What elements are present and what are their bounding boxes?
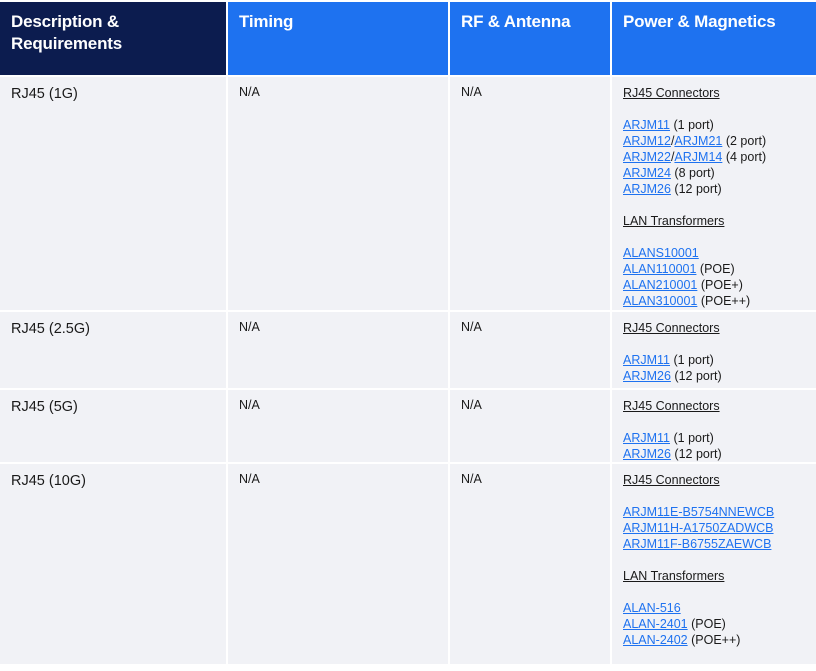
timing-cell: N/A (228, 77, 448, 310)
part-note: (1 port) (673, 431, 714, 445)
part-note: (POE+) (700, 278, 743, 292)
part-link[interactable]: ARJM11F-B6755ZAEWCB (623, 537, 772, 551)
part-list-item (623, 165, 805, 181)
part-link[interactable]: ARJM21 (674, 134, 723, 148)
power-magnetics-cell (612, 464, 816, 664)
part-list-item (623, 117, 805, 133)
part-note: (POE++) (700, 294, 751, 308)
part-note: (4 port) (725, 150, 767, 164)
part-list-item (623, 520, 805, 536)
part-list-item (623, 245, 805, 261)
part-link[interactable]: ARJM26 (623, 182, 671, 196)
part-link[interactable]: ARJM11 (623, 118, 671, 132)
description-cell: RJ45 (2.5G) (0, 312, 226, 388)
part-list-item (623, 504, 805, 520)
header-description: Description & Requirements (0, 2, 226, 75)
part-note: (1 port) (673, 353, 714, 367)
spacer (623, 414, 805, 430)
part-link[interactable]: ALAN310001 (623, 294, 698, 308)
group-title: LAN Transformers (623, 569, 725, 583)
header-rf-antenna: RF & Antenna (450, 2, 610, 75)
spacer (623, 488, 805, 504)
rf-antenna-cell: N/A (450, 312, 610, 388)
part-list-item (623, 616, 805, 632)
part-list-item (623, 261, 805, 277)
part-list-item (623, 600, 805, 616)
rf-antenna-cell: N/A (450, 77, 610, 310)
table-row (0, 312, 816, 388)
timing-cell: N/A (228, 312, 448, 388)
part-link[interactable]: ARJM14 (674, 150, 723, 164)
part-note: (12 port) (674, 369, 722, 383)
part-link[interactable]: ALANS10001 (623, 246, 699, 260)
part-list-item (623, 368, 805, 384)
part-link[interactable]: ARJM12 (623, 134, 671, 148)
part-list-item (623, 536, 805, 552)
power-magnetics-cell (612, 77, 816, 310)
spacer (623, 584, 805, 600)
separator: / (670, 134, 675, 148)
description-cell: RJ45 (10G) (0, 464, 226, 664)
separator: / (670, 150, 675, 164)
spacer (623, 552, 805, 568)
part-list-item (623, 430, 805, 446)
part-note: (POE++) (691, 633, 741, 647)
part-link[interactable]: ARJM22 (623, 150, 671, 164)
part-list-item (623, 149, 805, 165)
part-link[interactable]: ARJM11E-B5754NNEWCB (623, 505, 775, 519)
description-cell: RJ45 (5G) (0, 390, 226, 462)
part-list-item (623, 133, 805, 149)
rf-antenna-cell: N/A (450, 390, 610, 462)
description-cell: RJ45 (1G) (0, 77, 226, 310)
group-title: RJ45 Connectors (623, 473, 720, 487)
part-list-item (623, 352, 805, 368)
part-link[interactable]: ARJM24 (623, 166, 671, 180)
part-note: (2 port) (725, 134, 767, 148)
part-note: (8 port) (674, 166, 715, 180)
part-link[interactable]: ALAN-2401 (623, 617, 688, 631)
part-link[interactable]: ALAN-2402 (623, 633, 688, 647)
part-note: (12 port) (674, 447, 722, 461)
part-note: (POE) (691, 617, 726, 631)
spacer (623, 197, 805, 213)
table-row (0, 464, 816, 664)
timing-cell: N/A (228, 390, 448, 462)
part-link[interactable]: ALAN-516 (623, 601, 681, 615)
part-note: (12 port) (674, 182, 722, 196)
part-link[interactable]: ARJM11H-A1750ZADWCB (623, 521, 774, 535)
part-list-item (623, 277, 805, 293)
part-link[interactable]: ALAN110001 (623, 262, 697, 276)
part-note: (1 port) (673, 118, 714, 132)
part-link[interactable]: ARJM11 (623, 353, 671, 367)
part-link[interactable]: ALAN210001 (623, 278, 698, 292)
power-magnetics-cell (612, 312, 816, 388)
group-title: RJ45 Connectors (623, 399, 720, 413)
part-link[interactable]: ARJM26 (623, 369, 671, 383)
table-row (0, 390, 816, 462)
header-timing: Timing (228, 2, 448, 75)
part-link[interactable]: ARJM26 (623, 447, 671, 461)
spacer (623, 336, 805, 352)
part-note: (POE) (699, 262, 735, 276)
spacer (623, 229, 805, 245)
spacer (623, 101, 805, 117)
timing-cell: N/A (228, 464, 448, 664)
part-list-item (623, 446, 805, 462)
header-power-magnetics: Power & Magnetics (612, 2, 816, 75)
table-row (0, 77, 816, 310)
part-list-item (623, 181, 805, 197)
part-list-item (623, 293, 805, 309)
group-title: RJ45 Connectors (623, 86, 720, 100)
part-list-item (623, 632, 805, 648)
group-title: LAN Transformers (623, 214, 725, 228)
power-magnetics-cell (612, 390, 816, 462)
part-link[interactable]: ARJM11 (623, 431, 671, 445)
header-row (0, 2, 816, 75)
rf-antenna-cell: N/A (450, 464, 610, 664)
group-title: RJ45 Connectors (623, 321, 720, 335)
